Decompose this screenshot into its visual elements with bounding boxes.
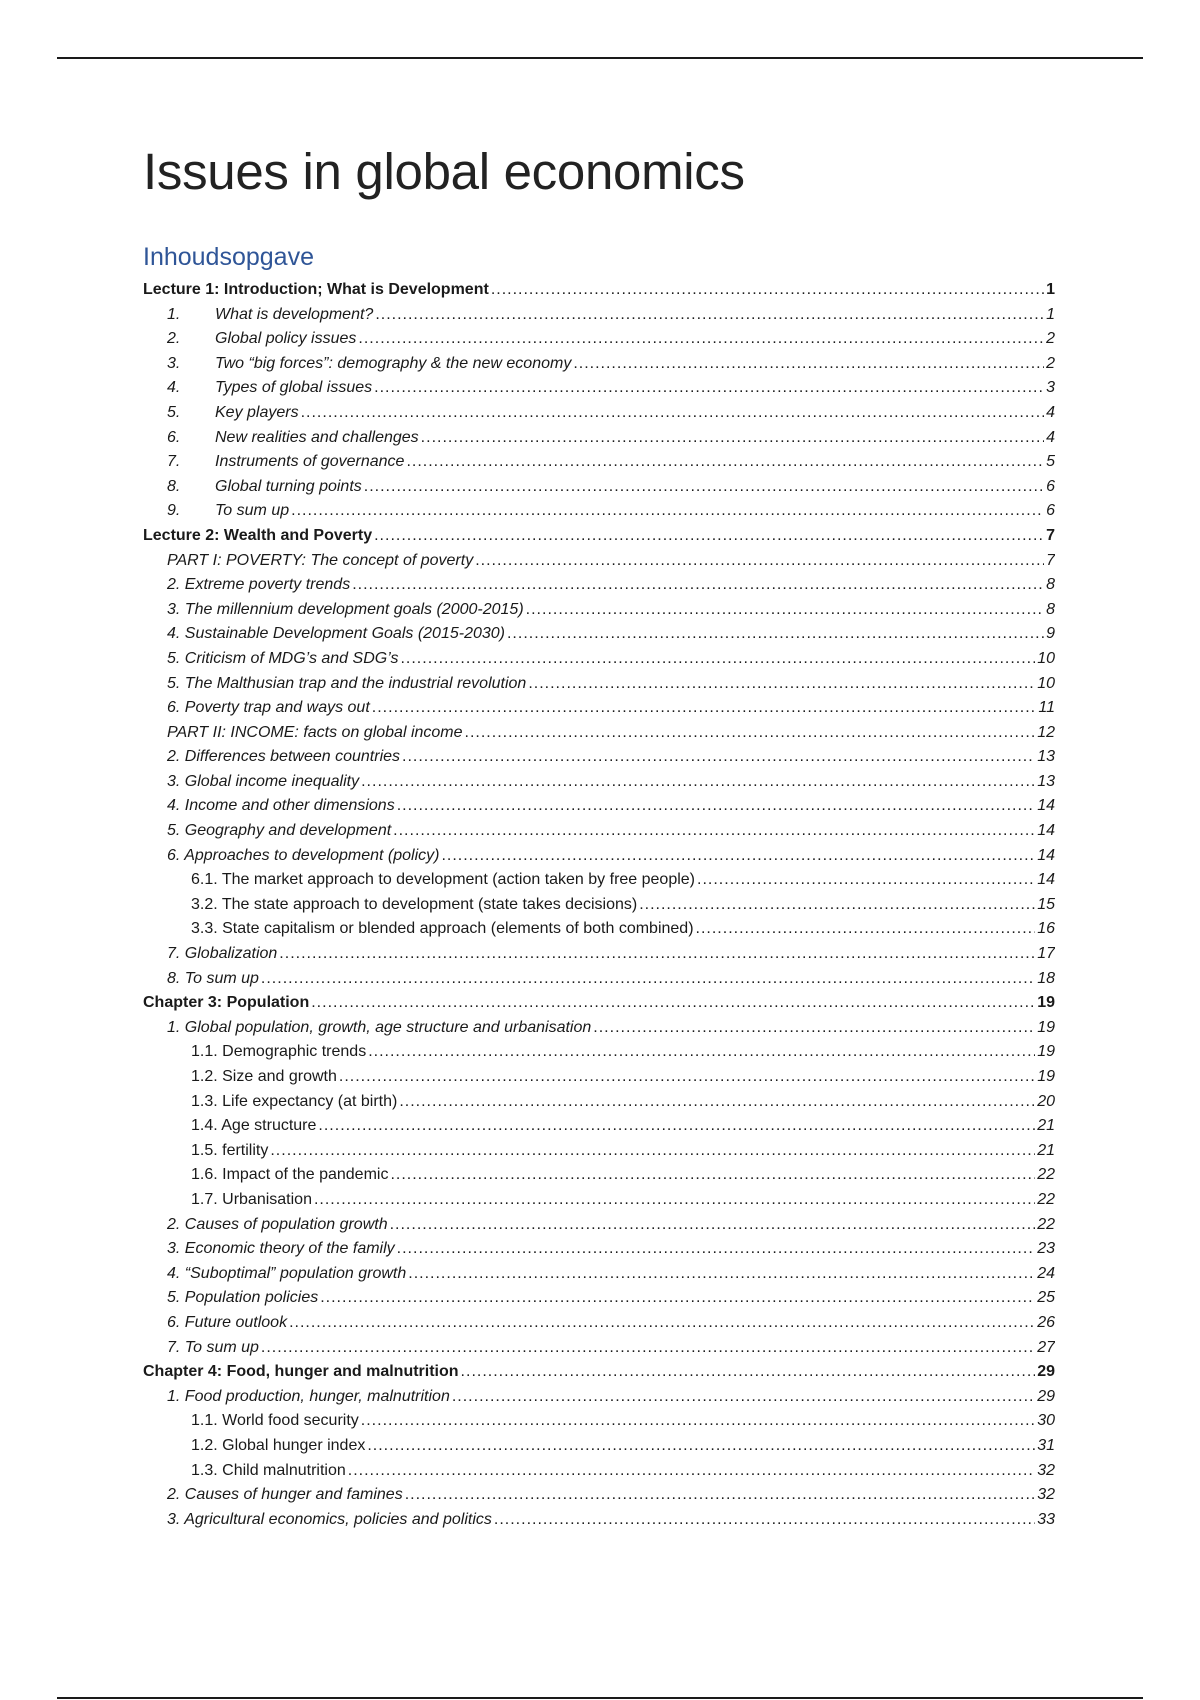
toc-entry[interactable] <box>143 868 1055 893</box>
dot-leader <box>270 1139 1035 1164</box>
toc-entry-number: 3. <box>167 354 181 372</box>
dot-leader <box>397 794 1036 819</box>
dot-leader <box>593 1016 1035 1041</box>
dot-leader <box>441 844 1035 869</box>
toc-entry-label: 2. Differences between countries <box>167 748 401 766</box>
toc-entry[interactable] <box>143 376 1055 401</box>
toc-entry-label: 1.2. Global hunger index <box>191 1436 366 1454</box>
toc-entry-label: To sum up <box>215 502 290 520</box>
dot-leader <box>421 426 1044 451</box>
toc-entry[interactable] <box>143 573 1055 598</box>
dot-leader <box>397 1237 1036 1262</box>
toc-entry[interactable] <box>143 917 1055 942</box>
bottom-rule <box>57 1697 1143 1699</box>
dot-leader <box>367 1434 1035 1459</box>
toc-entry-label: 5. The Malthusian trap and the industrial revolution <box>167 674 527 692</box>
toc-entry-page-number: 12 <box>1037 723 1055 741</box>
toc-entry-label: 8. To sum up <box>167 969 259 987</box>
dot-leader <box>526 598 1044 623</box>
dot-leader <box>697 868 1035 893</box>
toc-entry-page-number: 13 <box>1037 748 1055 766</box>
dot-leader <box>573 352 1044 377</box>
dot-leader <box>372 696 1037 721</box>
toc-entry-label: Chapter 3: Population <box>143 994 310 1012</box>
toc-entry-page-number: 29 <box>1037 1387 1055 1405</box>
dot-leader <box>390 1213 1036 1238</box>
dot-leader <box>314 1188 1035 1213</box>
toc-entry-page-number: 4 <box>1046 403 1055 421</box>
toc-entry-page-number: 11 <box>1038 699 1055 717</box>
dot-leader <box>696 917 1036 942</box>
toc-entry[interactable] <box>143 1237 1055 1262</box>
toc-entry-label: 1.3. Child malnutrition <box>191 1461 346 1479</box>
toc-entry-page-number: 27 <box>1037 1338 1055 1356</box>
toc-entry-label: 2. Causes of hunger and famines <box>167 1486 403 1504</box>
toc-chapter-entry[interactable] <box>143 524 1055 549</box>
toc-entry-page-number: 26 <box>1037 1313 1055 1331</box>
dot-leader <box>639 893 1035 918</box>
toc-entry-page-number: 16 <box>1037 920 1055 938</box>
toc-entry[interactable] <box>143 1163 1055 1188</box>
toc-entry[interactable] <box>143 1016 1055 1041</box>
dot-leader <box>393 819 1035 844</box>
dot-leader <box>374 376 1044 401</box>
dot-leader <box>352 573 1044 598</box>
toc-entry[interactable] <box>143 1459 1055 1484</box>
toc-entry[interactable] <box>143 1114 1055 1139</box>
toc-entry-label: 6. Poverty trap and ways out <box>167 699 370 717</box>
toc-entry[interactable] <box>143 1188 1055 1213</box>
toc-entry-page-number: 32 <box>1037 1461 1055 1479</box>
toc-entry-page-number: 10 <box>1037 649 1055 667</box>
toc-chapter-entry[interactable] <box>143 991 1055 1016</box>
toc-entry[interactable] <box>143 1434 1055 1459</box>
dot-leader <box>368 1040 1035 1065</box>
dot-leader <box>301 401 1045 426</box>
toc-entry[interactable] <box>143 672 1055 697</box>
toc-entry-label: 1.1. World food security <box>191 1412 359 1430</box>
toc-entry-number: 8. <box>167 477 181 495</box>
toc-entry[interactable] <box>143 967 1055 992</box>
toc-entry-label: 1.7. Urbanisation <box>191 1190 312 1208</box>
toc-entry[interactable] <box>143 1262 1055 1287</box>
dot-leader <box>400 647 1035 672</box>
toc-entry-page-number: 19 <box>1037 994 1055 1012</box>
toc-entry-label: Lecture 2: Wealth and Poverty <box>143 526 373 544</box>
toc-entry[interactable] <box>143 499 1055 524</box>
dot-leader <box>390 1163 1035 1188</box>
toc-entry[interactable] <box>143 622 1055 647</box>
toc-entry-page-number: 22 <box>1037 1166 1055 1184</box>
toc-entry-page-number: 21 <box>1037 1141 1055 1159</box>
toc-entry-label: Global policy issues <box>215 330 357 348</box>
toc-entry-label: 3. The millennium development goals (2000-2015) <box>167 600 524 618</box>
toc-entry-label: PART I: POVERTY: The concept of poverty <box>167 551 474 569</box>
dot-leader <box>405 1483 1036 1508</box>
toc-entry-label: 1.1. Demographic trends <box>191 1043 367 1061</box>
toc-entry-page-number: 25 <box>1037 1289 1055 1307</box>
dot-leader <box>528 672 1035 697</box>
toc-entry-number: 5. <box>167 403 181 421</box>
toc-entry-page-number: 10 <box>1037 674 1055 692</box>
toc-entry[interactable] <box>143 303 1055 328</box>
toc-entry-page-number: 22 <box>1037 1190 1055 1208</box>
toc-entry-number: 1. <box>167 305 181 323</box>
toc-entry-label: 6.1. The market approach to development (action taken by free people) <box>191 871 696 889</box>
toc-entry[interactable] <box>143 1409 1055 1434</box>
document-title: Issues in global economics <box>143 143 745 200</box>
dot-leader <box>320 1286 1035 1311</box>
dot-leader <box>406 450 1044 475</box>
toc-entry[interactable] <box>143 1040 1055 1065</box>
dot-leader <box>361 770 1035 795</box>
toc-entry-label: 3.3. State capitalism or blended approach (elements of both combined) <box>191 920 694 938</box>
dot-leader <box>465 721 1036 746</box>
dot-leader <box>399 1090 1035 1115</box>
toc-entry[interactable] <box>143 1336 1055 1361</box>
toc-entry-label: Key players <box>215 403 299 421</box>
toc-entry-page-number: 23 <box>1037 1240 1055 1258</box>
toc-entry-page-number: 9 <box>1046 625 1055 643</box>
toc-entry-label: 6. Future outlook <box>167 1313 288 1331</box>
toc-entry[interactable] <box>143 770 1055 795</box>
dot-leader <box>494 1508 1035 1533</box>
toc-entry-label: Lecture 1: Introduction; What is Development <box>143 281 489 298</box>
toc-entry-label: 1.4. Age structure <box>191 1117 317 1135</box>
toc-entry-label: Instruments of governance <box>215 453 405 471</box>
dot-leader <box>358 327 1044 352</box>
toc-entry-page-number: 5 <box>1046 453 1055 471</box>
toc-entry[interactable] <box>143 1139 1055 1164</box>
dot-leader <box>402 745 1035 770</box>
toc-entry-number: 4. <box>167 379 181 397</box>
dot-leader <box>279 942 1035 967</box>
toc-entry-label: Types of global issues <box>215 379 373 397</box>
toc-entry-page-number: 2 <box>1046 330 1055 348</box>
toc-entry-label: What is development? <box>215 305 374 323</box>
toc-entry-label: 3. Global income inequality <box>167 772 360 790</box>
toc-chapter-entry[interactable] <box>143 278 1055 303</box>
top-rule <box>57 57 1143 59</box>
dot-leader <box>408 1262 1035 1287</box>
toc-entry[interactable] <box>143 1508 1055 1533</box>
toc-entry-number: 2. <box>167 330 181 348</box>
toc-entry[interactable] <box>143 549 1055 574</box>
toc-entry-page-number: 2 <box>1046 354 1055 372</box>
toc-entry-label: Global turning points <box>215 477 362 495</box>
toc-entry-page-number: 4 <box>1046 428 1055 446</box>
toc-entry-page-number: 6 <box>1046 477 1055 495</box>
toc-entry-page-number: 6 <box>1046 502 1055 520</box>
toc-entry[interactable] <box>143 352 1055 377</box>
toc-entry-page-number: 29 <box>1037 1363 1055 1381</box>
dot-leader <box>452 1385 1035 1410</box>
toc-entry-label: 7. To sum up <box>167 1338 259 1356</box>
toc-entry-page-number: 7 <box>1046 551 1055 569</box>
toc-entry-label: 1.2. Size and growth <box>191 1068 337 1085</box>
toc-entry-page-number: 31 <box>1037 1436 1055 1454</box>
toc-entry-page-number: 24 <box>1037 1264 1055 1282</box>
toc-entry-page-number: 32 <box>1037 1486 1055 1504</box>
toc-entry-label: 3. Economic theory of the family <box>167 1240 395 1258</box>
dot-leader <box>507 622 1044 647</box>
toc-entry[interactable] <box>143 893 1055 918</box>
toc-entry-label: 1. Global population, growth, age structure and urbanisation <box>167 1018 592 1036</box>
toc-entry-label: PART II: INCOME: facts on global income <box>167 723 463 741</box>
toc-entry-label: 1.5. fertility <box>191 1141 269 1159</box>
toc-entry-page-number: 8 <box>1046 600 1055 618</box>
toc-entry[interactable] <box>143 1090 1055 1115</box>
dot-leader <box>291 499 1044 524</box>
toc-entry[interactable] <box>143 475 1055 500</box>
toc-entry-label: 3. Agricultural economics, policies and politics <box>167 1510 492 1528</box>
toc-entry-page-number: 15 <box>1037 895 1055 913</box>
dot-leader <box>374 524 1044 549</box>
toc-entry-label: 4. “Suboptimal” population growth <box>167 1264 407 1282</box>
toc-entry-page-number: 1 <box>1046 281 1055 298</box>
toc-entry-page-number: 19 <box>1037 1043 1055 1061</box>
dot-leader <box>318 1114 1035 1139</box>
dot-leader <box>289 1311 1035 1336</box>
toc-entry-page-number: 18 <box>1037 969 1055 987</box>
dot-leader <box>375 303 1044 328</box>
toc-entry[interactable] <box>143 745 1055 770</box>
toc-entry-label: New realities and challenges <box>215 428 419 446</box>
toc-entry[interactable] <box>143 426 1055 451</box>
toc-entry[interactable] <box>143 844 1055 869</box>
toc-entry[interactable] <box>143 696 1055 721</box>
toc-entry[interactable] <box>143 721 1055 746</box>
toc-entry[interactable] <box>143 819 1055 844</box>
toc-entry-page-number: 30 <box>1037 1412 1055 1430</box>
toc-entry-label: 5. Population policies <box>167 1289 319 1307</box>
toc-entry[interactable] <box>143 1213 1055 1238</box>
toc-entry-label: 4. Income and other dimensions <box>167 797 395 815</box>
toc-entry-label: 5. Criticism of MDG’s and SDG’s <box>167 649 399 667</box>
toc-entry-page-number: 13 <box>1037 772 1055 790</box>
toc-entry-page-number: 19 <box>1037 1018 1055 1036</box>
dot-leader <box>261 967 1035 992</box>
toc-entry[interactable] <box>143 1065 1055 1090</box>
toc-heading: Inhoudsopgave <box>143 243 314 271</box>
toc-entry-page-number: 14 <box>1037 871 1055 889</box>
toc-entry[interactable] <box>143 1483 1055 1508</box>
toc-entry-label: 3.2. The state approach to development (state takes decisions) <box>191 895 638 913</box>
toc-entry-label: 2. Causes of population growth <box>167 1215 388 1233</box>
toc-entry[interactable] <box>143 327 1055 352</box>
dot-leader <box>261 1336 1035 1361</box>
dot-leader <box>491 278 1044 303</box>
dot-leader <box>339 1065 1035 1090</box>
toc-entry-label: 7. Globalization <box>167 945 278 963</box>
toc-entry-number: 9. <box>167 502 181 520</box>
toc-entry-page-number: 7 <box>1046 526 1055 544</box>
dot-leader <box>475 549 1044 574</box>
toc-entry-page-number: 33 <box>1037 1510 1055 1528</box>
toc-entry-label: 4. Sustainable Development Goals (2015-2030) <box>167 625 505 643</box>
dot-leader <box>348 1459 1035 1484</box>
toc-entry-page-number: 14 <box>1037 797 1055 815</box>
toc-entry[interactable] <box>143 1311 1055 1336</box>
toc-entry[interactable] <box>143 1385 1055 1410</box>
toc-entry-label: Two “big forces”: demography & the new economy <box>215 354 572 372</box>
toc-entry-label: 1. Food production, hunger, malnutrition <box>167 1387 450 1405</box>
toc-entry-number: 6. <box>167 428 181 446</box>
toc-entry-page-number: 8 <box>1046 576 1055 594</box>
toc-entry-page-number: 17 <box>1037 945 1055 963</box>
toc-entry-label: 6. Approaches to development (policy) <box>167 846 440 864</box>
dot-leader <box>311 991 1035 1016</box>
toc-entry-page-number: 14 <box>1037 846 1055 864</box>
toc-entry-label: 1.3. Life expectancy (at birth) <box>191 1092 398 1110</box>
toc-entry-page-number: 22 <box>1037 1215 1055 1233</box>
toc-entry[interactable] <box>143 598 1055 623</box>
toc-entry-page-number: 1 <box>1046 305 1055 323</box>
toc-entry[interactable] <box>143 450 1055 475</box>
table-of-contents <box>143 278 1055 1532</box>
dot-leader <box>461 1360 1036 1385</box>
toc-chapter-entry[interactable] <box>143 1360 1055 1385</box>
toc-entry-label: Chapter 4: Food, hunger and malnutrition <box>143 1363 459 1381</box>
toc-entry-page-number: 19 <box>1037 1068 1055 1085</box>
toc-entry-label: 5. Geography and development <box>167 822 392 840</box>
dot-leader <box>361 1409 1035 1434</box>
toc-entry-label: 2. Extreme poverty trends <box>167 576 351 594</box>
toc-entry-label: 1.6. Impact of the pandemic <box>191 1166 389 1184</box>
dot-leader <box>364 475 1044 500</box>
toc-entry[interactable] <box>143 794 1055 819</box>
toc-entry-number: 7. <box>167 453 181 471</box>
toc-entry[interactable] <box>143 1286 1055 1311</box>
toc-entry[interactable] <box>143 647 1055 672</box>
toc-entry-page-number: 21 <box>1037 1117 1055 1135</box>
toc-entry[interactable] <box>143 401 1055 426</box>
toc-entry-page-number: 20 <box>1037 1092 1055 1110</box>
toc-entry-page-number: 3 <box>1046 379 1055 397</box>
toc-entry[interactable] <box>143 942 1055 967</box>
toc-entry-page-number: 14 <box>1037 822 1055 840</box>
